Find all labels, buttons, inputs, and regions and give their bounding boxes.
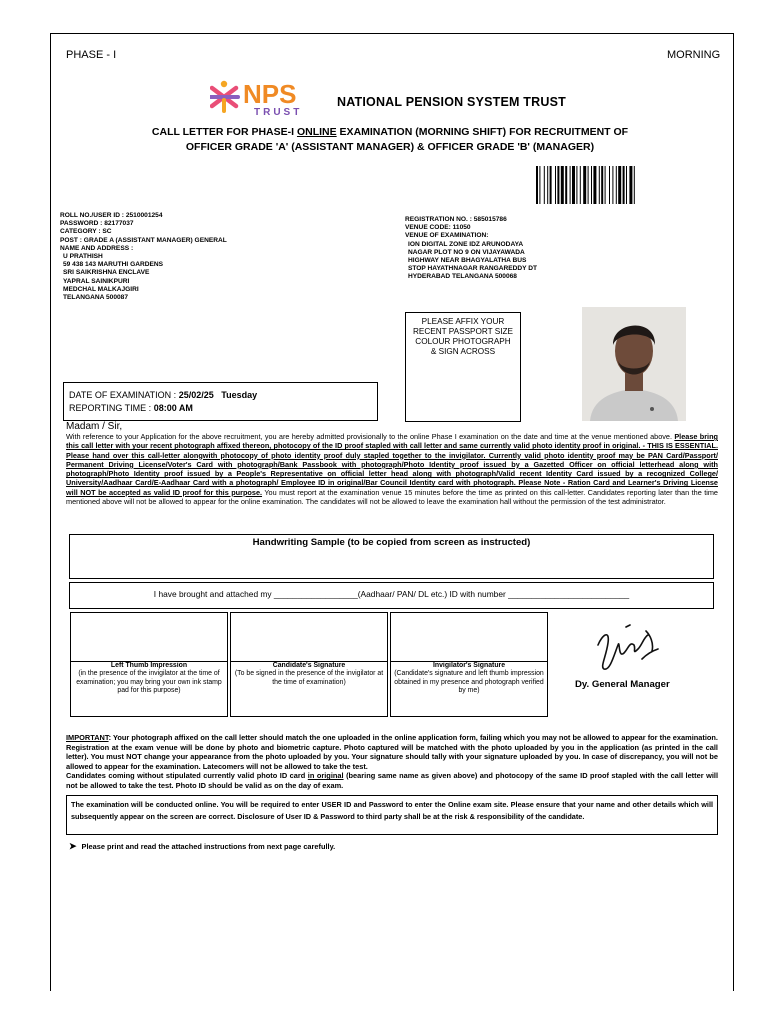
salutation: Madam / Sir, [66, 421, 123, 432]
venue-line: STOP HAYATHNAGAR RANGAREDDY DT [408, 265, 538, 273]
left-thumb-impression-box: Left Thumb Impression (in the presence of the invigilator at the time of examination; you may bring your own ink stamp pad for this purpose) [70, 612, 228, 717]
address-line: MEDCHAL MALKAJGIRI [63, 285, 139, 293]
address-label: NAME AND ADDRESS : [60, 244, 134, 252]
logo-text: NPS [243, 79, 297, 109]
important-notice: IMPORTANT: Your photograph affixed on the call letter should match the one uploaded in the online application form, failing which you may not be allowed to appear for the examination. Registration at the exam venue will be done by photo and biometric capture. Photo captured will be matched with the photo uploaded by you in the application (as printed in the call letter). You must NOT change your appearance from the photo uploaded by you. Your signature should tally with your signature uploaded by you. In case of discrepancy, you will not be allowed to appear for the examination. Latecomers will not be allowed to take the test. Candidates coming without stipulated currently valid photo ID card in original (bearing same name as given above) and photocopy of the same ID proof stapled with the call letter will not be allowed to take the test. Photo ID should be valid as on the day of exam. [66, 733, 718, 790]
venue-line: ION DIGITAL ZONE IDZ ARUNODAYA [408, 240, 524, 248]
invigilator-signature-box: Invigilator's Signature (Candidate's signature and left thumb impression obtained in my presence and photograph verified by me) [390, 612, 548, 717]
candidate-signature-box: Candidate's Signature (To be signed in the presence of the invigilator at the time of examination) [230, 612, 388, 717]
arrow-icon: ➤ [69, 841, 77, 851]
venue-line: NAGAR PLOT NO 9 ON VIJAYAWADA [408, 248, 525, 256]
exam-day: Tuesday [221, 390, 258, 400]
shift-label: MORNING [667, 49, 721, 61]
affix-photo-box: PLEASE AFFIX YOUR RECENT PASSPORT SIZE COLOUR PHOTOGRAPH & SIGN ACROSS [405, 312, 521, 422]
venue-label: VENUE OF EXAMINATION: [405, 232, 489, 240]
address-line: YAPRAL SAINIKPURI [63, 277, 130, 285]
registration-number: REGISTRATION NO. : 585015786 [405, 216, 507, 223]
instructions-paragraph: With reference to your Application for the above recruitment, you are hereby admitted provisionally to the online Phase I examination on the date and time at the venue mentioned above. Please bring this call letter with your recent photograph affixed thereon, photocopy of the ID proof stapled with call letter and same currently valid photo identity proof in original. - THIS IS ESSENTIAL. Please hand over this call-letter alongwith photocopy of photo identity proof duly stapled together to the invigilator. Currently valid photo identity proof may be PAN Card/Passport/ Permanent Driving License/Voter's Card with photograph/Bank Passbook with photograph/Photo Identity proof issued by a Gazetted Officer on official letterhead along with photograph/Photo Identity proof issued by a People's Representative on official letter head along with photograph/Valid recent Identity Card issued by a recognized College/ University/Aadhaar Card/E-Aadhaar Card with a photograph/ Employee ID in original/Bar Council Identity card with photograph. Please Note - Ration Card and Learner's Driving License will NOT be accepted as valid ID proof for this purpose. You must report at the examination venue 15 minutes before the time as printed on this call-letter. Candidates reporting later than the time mentioned above will not be allowed to appear for the online examination. The candidates will not be allowed to leave the examination hall without the permission of the test administrator. [66, 432, 718, 507]
online-exam-notice: The examination will be conducted online. You will be required to enter USER ID and Password to enter the Online exam site. Please ensure that your name and other details which will subsequently appear on the screen are correct. Disclosure of User ID & Password to third party shall be at the risk & responsibility of the candidate. [66, 795, 718, 835]
password: PASSWORD : 82177037 [60, 220, 134, 228]
roll-number: ROLL NO./USER ID : 2510001254 [60, 212, 163, 219]
logo-subtext: TRUST [254, 107, 303, 118]
address-line: 59 438 143 MARUTHI GARDENS [63, 261, 164, 269]
candidate-photo [582, 307, 686, 421]
venue-line: HYDERABAD TELANGANA 500068 [408, 273, 517, 281]
address-line: SRI SAIKRISHNA ENCLAVE [63, 269, 150, 277]
address-line: U PRATHISH [63, 253, 103, 261]
exam-schedule-box: DATE OF EXAMINATION : 25/02/25 Tuesday REPORTING TIME : 08:00 AM [63, 382, 378, 421]
nps-trust-logo [210, 78, 325, 118]
id-declaration: I have brought and attached my __________________(Aadhaar/ PAN/ DL etc.) ID with number __________________________ [69, 582, 714, 609]
authority-title: Dy. General Manager [575, 679, 670, 690]
handwriting-sample-box [69, 534, 714, 579]
address-line: TELANGANA 500087 [63, 294, 128, 302]
authority-signature [588, 615, 668, 675]
barcode [536, 166, 718, 204]
footer-instruction: ➤ Please print and read the attached instructions from next page carefully. [69, 841, 336, 851]
category: CATEGORY : SC [60, 228, 112, 236]
handwriting-title: Handwriting Sample (to be copied from screen as instructed) [252, 537, 531, 548]
post: POST : GRADE A (ASSISTANT MANAGER) GENERAL [60, 236, 227, 244]
exam-date: 25/02/25 [178, 390, 214, 400]
letter-title: CALL LETTER FOR PHASE-I ONLINE EXAMINATION (MORNING SHIFT) FOR RECRUITMENT OF OFFICER GRADE 'A' (ASSISTANT MANAGER) & OFFICER GRADE 'B' (MANAGER) [151, 126, 629, 153]
venue-code: VENUE CODE: 11050 [405, 224, 471, 232]
phase-label: PHASE - I [66, 49, 117, 61]
reporting-time: 08:00 AM [153, 403, 193, 413]
organization-name: NATIONAL PENSION SYSTEM TRUST [337, 95, 566, 109]
venue-details [405, 216, 705, 282]
venue-line: HIGHWAY NEAR BHAGYALATHA BUS [408, 257, 527, 265]
candidate-details [60, 212, 380, 302]
